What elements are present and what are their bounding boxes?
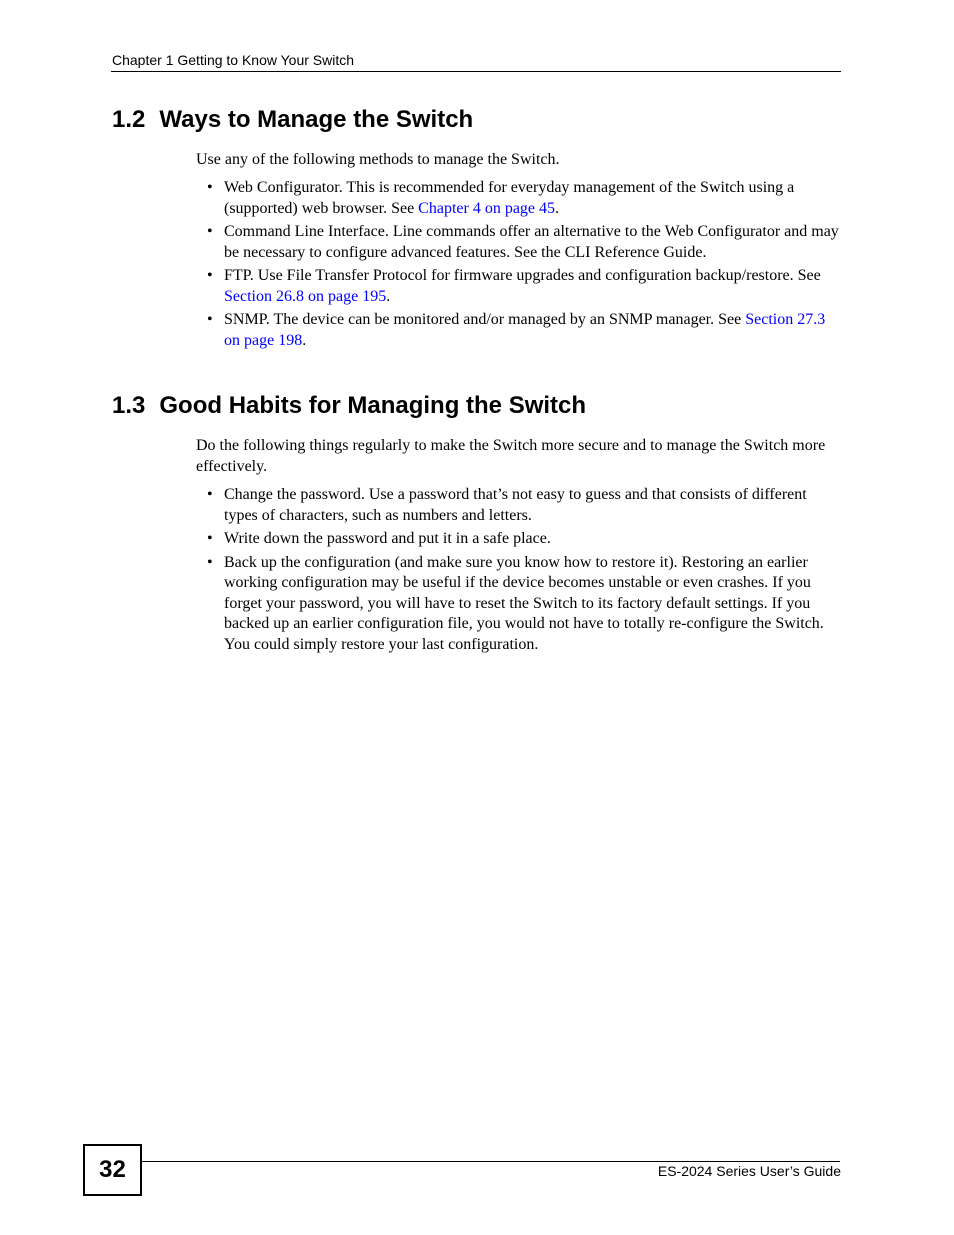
section-title: Good Habits for Managing the Switch — [159, 392, 587, 419]
good-habits-list — [196, 485, 841, 658]
bullet-icon: • — [207, 267, 213, 284]
list-item-snmp — [196, 310, 841, 351]
list-item-cli — [196, 222, 841, 263]
running-header: Chapter 1 Getting to Know Your Switch — [112, 52, 355, 68]
bullet-icon: • — [207, 553, 213, 571]
link-section-26-8[interactable]: Section 26.8 on page 195 — [224, 287, 387, 305]
list-item-text: Web Configurator. This is recommended for everyday management of the Switch using a (supported) web browser. See — [224, 179, 795, 217]
bullet-icon: • — [207, 223, 213, 240]
section-heading-1-3 — [112, 392, 586, 420]
section-number: 1.3 — [112, 392, 146, 419]
link-chapter-4[interactable]: Chapter 4 on page 45 — [418, 199, 556, 217]
list-item-text-end: . — [302, 331, 307, 349]
page-number: 32 — [99, 1156, 126, 1183]
section-intro-1-2: Use any of the following methods to manage the Switch. — [196, 151, 560, 168]
list-item-text: FTP. Use File Transfer Protocol for firmware upgrades and configuration backup/restore. See — [224, 267, 821, 284]
bullet-icon: • — [207, 179, 213, 196]
list-item-write-down-password — [196, 529, 841, 550]
list-item-web-configurator — [196, 178, 841, 219]
section-heading-1-2 — [112, 106, 473, 134]
header-rule — [111, 71, 841, 72]
footer-guide-title: ES-2024 Series User’s Guide — [657, 1163, 841, 1179]
list-item-text: Command Line Interface. Line commands offer an alternative to the Web Configurator and may be necessary to configure advanced features. See the CLI Reference Guide. — [224, 223, 839, 261]
list-item-text-end: . — [555, 199, 560, 217]
page-number-box — [83, 1144, 142, 1196]
list-item-backup-configuration — [196, 553, 841, 656]
list-item-text-end: . — [386, 287, 391, 305]
link-section-27-3[interactable]: Section 27.3 on page 198 — [224, 311, 826, 349]
section-intro-1-3: Do the following things regularly to make the Switch more secure and to manage the Switch more effectively. — [196, 437, 826, 475]
bullet-icon: • — [207, 311, 213, 328]
list-item-ftp — [196, 266, 841, 307]
list-item-change-password — [196, 485, 841, 526]
list-item-text: Back up the configuration (and make sure you know how to restore it). Restoring an earlier working configuration may be useful if the device becomes unstable or even crashes. If you forget your password, you will have to reset the Switch to its factory default settings. If you backed up an earlier configuration file, you would not have to totally re-configure the Switch. You could simply restore your last configuration. — [224, 553, 824, 653]
section-number: 1.2 — [112, 106, 146, 133]
list-item-text: SNMP. The device can be monitored and/or managed by an SNMP manager. See — [224, 311, 746, 328]
bullet-icon: • — [207, 486, 213, 503]
manage-methods-list — [196, 178, 841, 354]
bullet-icon: • — [207, 530, 213, 547]
list-item-text: Write down the password and put it in a safe place. — [224, 530, 551, 547]
section-title: Ways to Manage the Switch — [159, 106, 474, 133]
list-item-text: Change the password. Use a password that’s not easy to guess and that consists of different types of characters, such as numbers and letters. — [224, 486, 807, 524]
